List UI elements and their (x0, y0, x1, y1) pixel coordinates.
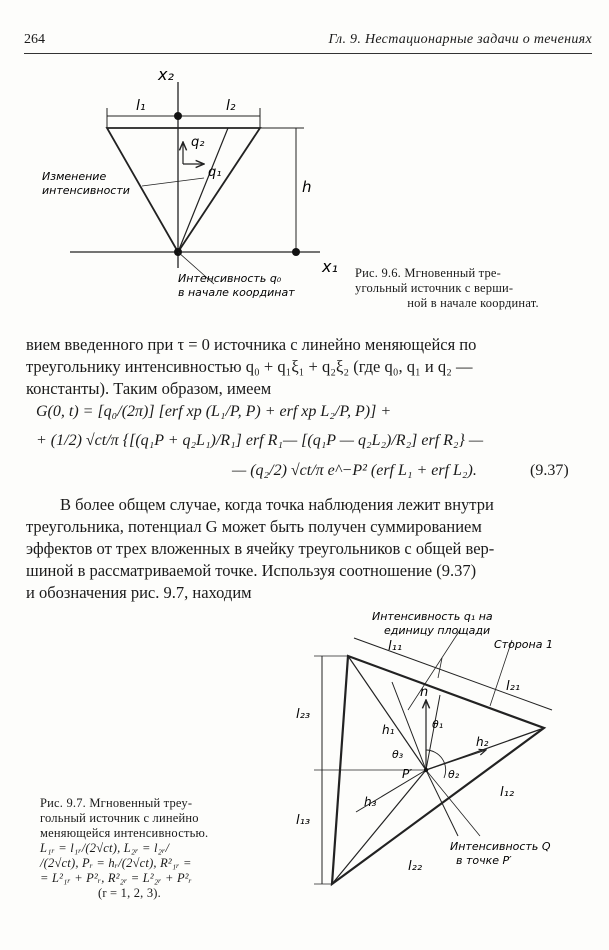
point-p-prime (424, 768, 428, 772)
origin-label-1: Интенсивность q₀ (178, 272, 282, 285)
l13-label: l₁₃ (296, 813, 311, 828)
q2-label: q₂ (191, 135, 205, 150)
side1-label: Сторона 1 (494, 638, 553, 651)
text-line: константы). Таким образом, имеем (26, 379, 272, 398)
intensity-q1-label-2: единицу площади (384, 624, 491, 637)
intensity-q1-label-1: Интенсивность q₁ на (372, 610, 493, 623)
intensity-Q-label-1: Интенсивность Q (450, 840, 551, 853)
l1-label: l₁ (136, 98, 146, 114)
l2-label: l₂ (226, 98, 236, 114)
intensity-Q-label-2: в точке P′ (456, 854, 512, 867)
h2-label: h₂ (476, 735, 489, 749)
caption-line: (r = 1, 2, 3). (98, 886, 161, 900)
caption-line: меняющейся интенсивностью. (40, 826, 209, 840)
h2-perpendicular (426, 750, 486, 770)
page-number: 264 (24, 32, 45, 47)
caption-line: ной в начале координат. (407, 296, 539, 310)
l21-label: l₂₁ (506, 679, 521, 694)
paragraph-2 (26, 494, 592, 604)
h3-label: h₃ (364, 795, 377, 809)
h-base-dot (292, 248, 300, 256)
x1-label: x₁ (322, 257, 338, 276)
paragraph-1 (26, 334, 592, 400)
caption-line: угольный источник с верши- (355, 281, 514, 295)
figure-9-7 (290, 600, 596, 900)
intensity-change-label-2: интенсивности (42, 184, 130, 197)
theta2-label: θ₂ (448, 768, 460, 781)
intensity-q1-leader (408, 630, 460, 710)
figure-9-6-caption (355, 266, 591, 311)
q1-label: q₁ (208, 165, 222, 180)
h1-label: h₁ (382, 723, 395, 737)
caption-line: L₁ᵣ = l₁ᵣ/(2√ct), L₂ᵣ = l₂ᵣ/ (40, 841, 170, 855)
caption-line: Рис. 9.6. Мгновенный тре- (355, 266, 502, 280)
equation-line-3: — (q₂/2) √ct/π e^−P² (erf L₁ + erf L₂). (232, 462, 477, 479)
line-p-to-vertex-top (348, 656, 429, 770)
l12-label: l₁₂ (500, 785, 515, 800)
h-label: h (302, 178, 312, 196)
l22-label: l₂₂ (408, 859, 423, 874)
figure-9-6 (30, 60, 350, 310)
text-line: треугольнику интенсивностью q₀ + q₁ξ₁ + q₂ξ₂ (где q₀, q₁ и q₂ — (26, 357, 473, 376)
text-line: эффектов от трех вложенных в ячейку треугольников с общей вер- (26, 539, 495, 558)
p-prime-label: P′ (402, 767, 412, 781)
text-line: вием введенного при τ = 0 источника с линейно меняющейся по (26, 335, 477, 354)
text-line: шиной в рассматриваемой точке. Используя соотношение (9.37) (26, 561, 477, 580)
x2-label: x₂ (158, 65, 174, 84)
caption-line: /(2√ct), Pᵣ = hᵣ/(2√ct), R²₁ᵣ = (40, 856, 192, 870)
n-label: n (420, 685, 429, 700)
origin-label-2: в начале координат (178, 286, 295, 299)
header-rule (24, 53, 592, 54)
running-title: Гл. 9. Нестационарные задачи о течениях (328, 32, 592, 47)
text-line: и обозначения рис. 9.7, находим (26, 583, 252, 602)
equation-line-1: G(0, t) = [q₀/(2π)] [erf xp (L₁/P, P) + erf xp L₂/P, P)] + (36, 403, 392, 420)
caption-line: = L²₁ᵣ + P²ᵣ, R²₂ᵣ = L²₂ᵣ + P²ᵣ (40, 871, 193, 885)
equation-line-2: + (1/2) √ct/π {[(q₁P + q₂L₁)/R₁] erf R₁— [(q₁P — q₂L₂)/R₂] erf R₂} — (36, 432, 484, 449)
l23-label: l₂₃ (296, 707, 311, 722)
caption-line: гольный источник с линейно (40, 811, 199, 825)
top-vertex-dot (174, 112, 182, 120)
normal-to-side1 (426, 695, 440, 770)
theta1-label: θ₁ (432, 718, 444, 731)
intensity-change-leader (142, 178, 204, 186)
text-line: треугольника, потенциал G может быть получен суммированием (26, 517, 482, 536)
caption-line: Рис. 9.7. Мгновенный треу- (40, 796, 193, 810)
l11-label: l₁₁ (388, 639, 403, 654)
intensity-change-label-1: Изменение (42, 170, 107, 183)
figure-9-7-caption (40, 796, 262, 901)
text-line: В более общем случае, когда точка наблюдения лежит внутри (60, 495, 494, 514)
theta3-label: θ₃ (392, 748, 404, 761)
equation-number: (9.37) (530, 462, 569, 479)
